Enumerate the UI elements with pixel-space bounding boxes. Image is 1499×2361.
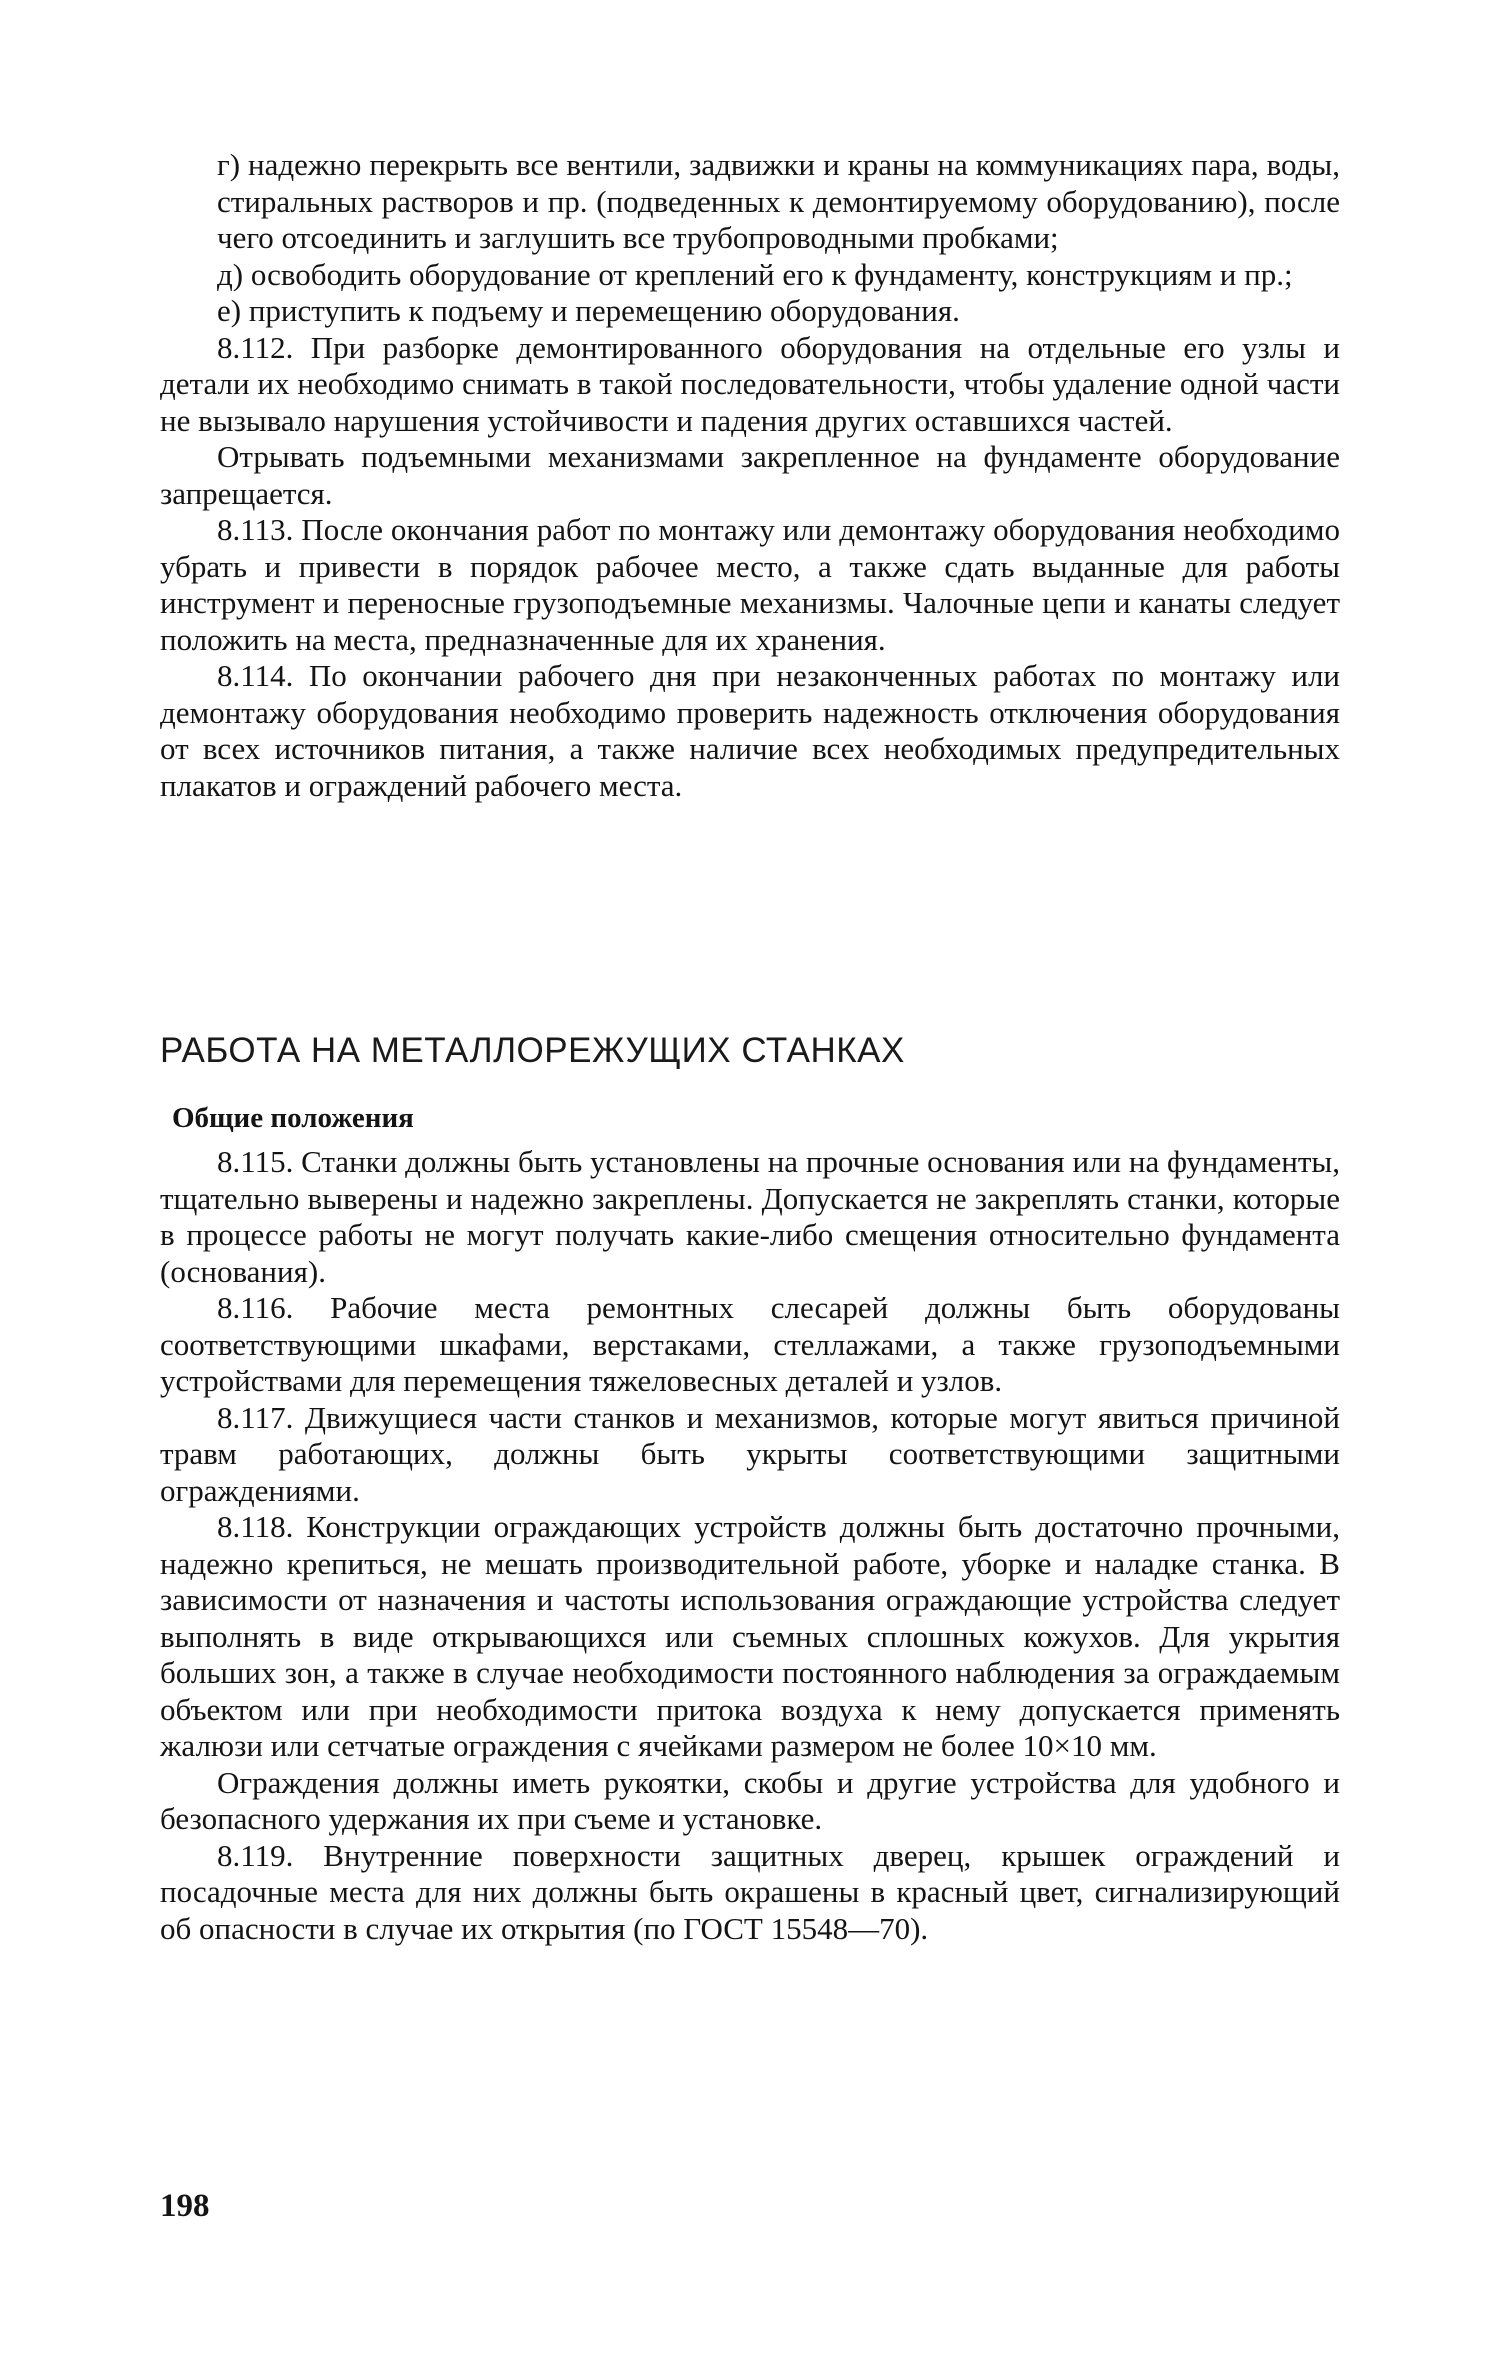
paragraph-item-d: д) освободить оборудование от креплений его к фундаменту, конструкциям и пр.; — [217, 256, 1293, 292]
paragraph-8-113: 8.113. После окончания работ по монтажу или демонтажу оборудования необходимо убрать и привести в порядок рабочее место, а также сдать выданные для работы инструмент и переносные грузоподъемные механизмы. Чалочные цепи и канаты следует положить на места, предназначенные для их хранения. — [160, 512, 1340, 657]
paragraph-item-e: е) приступить к подъему и перемещению оборудования. — [217, 293, 960, 328]
paragraph-8-117: 8.117. Движущиеся части станков и механизмов, которые могут явиться причиной травм работающих, должны быть укрыты соответствующими защитными ограждениями. — [160, 1399, 1340, 1508]
sub-heading: Общие положения — [172, 1102, 414, 1134]
paragraph-8-116: 8.116. Рабочие места ремонтных слесарей должны быть оборудованы соответствующими шкафами, верстаками, стеллажами, а также грузоподъемными устройствами для перемещения тяжеловесных деталей и узлов. — [160, 1290, 1340, 1398]
paragraph-8-112: 8.112. При разборке демонтированного оборудования на отдельные его узлы и детали их необходимо снимать в такой последовательности, чтобы удаление одной части не вызывало нарушения устойчивости и падения других оставшихся частей. — [160, 329, 1340, 438]
section-heading: РАБОТА НА МЕТАЛЛОРЕЖУЩИХ СТАНКАХ — [160, 1031, 905, 1070]
paragraph-8-114: 8.114. По окончании рабочего дня при незаконченных работах по монтажу или демонтажу оборудования необходимо проверить надежность отключения оборудования от всех источников питания, а также наличие всех необходимых предупредительных плакатов и ограждений рабочего места. — [160, 658, 1340, 803]
text-block-lower — [160, 1144, 1340, 1947]
paragraph-lifting-prohibition: Отрывать подъемными механизмами закрепленное на фундаменте оборудование запрещается. — [160, 439, 1340, 511]
paragraph-8-115: 8.115. Станки должны быть установлены на прочные основания или на фундаменты, тщательно выверены и надежно закреплены. Допускается не закреплять станки, которые в процессе работы не могут получать какие-либо смещения относительно фундамента (основания). — [160, 1144, 1340, 1289]
paragraph-item-g: г) надежно перекрыть все вентили, задвижки и краны на коммуникациях пара, воды, стиральных растворов и пр. (подведенных к демонтируемому оборудованию), после чего отсоединить и заглушить все трубопроводными пробками; — [217, 147, 1340, 255]
paragraph-8-118: 8.118. Конструкции ограждающих устройств должны быть достаточно прочными, надежно крепиться, не мешать производительной работе, уборке и наладке станка. В зависимости от назначения и частоты использования ограждающие устройства следует выполнять в виде открывающихся или съемных сплошных кожухов. Для укрытия больших зон, а также в случае необходимости постоянного наблюдения за ограждаемым объектом или при необходимости притока воздуха к нему допускается применять жалюзи или сетчатые ограждения с ячейками размером не более 10×10 мм. — [160, 1509, 1340, 1763]
page-number: 198 — [160, 2188, 210, 2224]
paragraph-guard-handles: Ограждения должны иметь рукоятки, скобы и другие устройства для удобного и безопасного удержания их при съеме и установке. — [160, 1764, 1340, 1836]
text-block-upper — [160, 147, 1340, 804]
paragraph-8-119: 8.119. Внутренние поверхности защитных дверец, крышек ограждений и посадочные места для них должны быть окрашены в красный цвет, сигнализирующий об опасности в случае их открытия (по ГОСТ 15548—70). — [160, 1837, 1340, 1946]
